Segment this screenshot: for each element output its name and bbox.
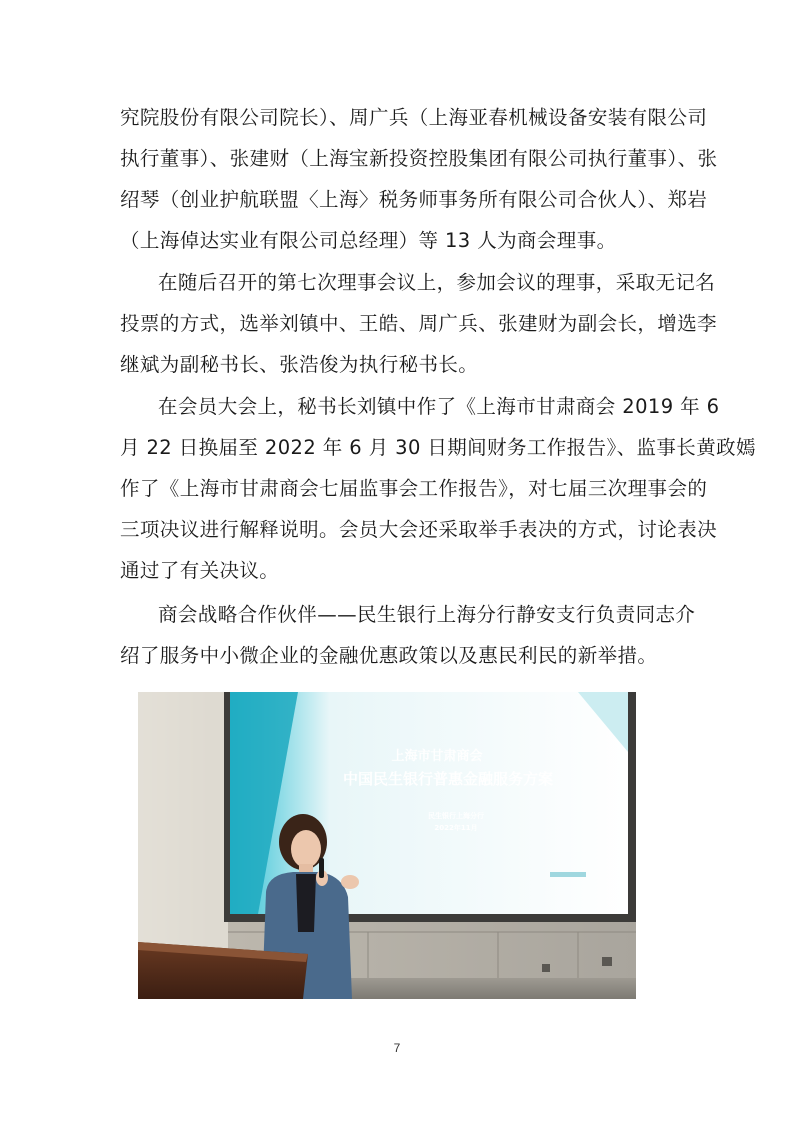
paragraph-4 bbox=[120, 594, 696, 676]
text-line: 通过了有关决议。 bbox=[120, 559, 280, 582]
text-line: 月 22 日换届至 2022 年 6 月 30 日期间财务工作报告》、监事长黄政嫣 bbox=[120, 436, 756, 459]
text-line: 商会战略合作伙伴——民生银行上海分行静安支行负责同志介 bbox=[158, 603, 696, 626]
text-line: 在随后召开的第七次理事会议上，参加会议的理事，采取无记名 bbox=[158, 271, 716, 294]
text-line: 执行董事）、张建财（上海宝新投资控股集团有限公司执行董事）、张 bbox=[120, 147, 718, 170]
text-line: 究院股份有限公司院长）、周广兵（上海亚春机械设备安装有限公司 bbox=[120, 106, 708, 129]
text-line: 作了《上海市甘肃商会七届监事会工作报告》，对七届三次理事会的 bbox=[120, 477, 708, 500]
paragraph-3 bbox=[120, 386, 756, 591]
page-number: 7 bbox=[393, 1041, 401, 1055]
paragraph-2 bbox=[120, 262, 718, 385]
text-line: 三项决议进行解释说明。会员大会还采取举手表决的方式，讨论表决 bbox=[120, 518, 718, 541]
text-line: （上海倬达实业有限公司总经理）等 13 人为商会理事。 bbox=[120, 229, 617, 252]
text-line: 在会员大会上，秘书长刘镇中作了《上海市甘肃商会 2019 年 6 bbox=[158, 395, 720, 418]
text-line: 继斌为副秘书长、张浩俊为执行秘书长。 bbox=[120, 353, 479, 376]
slide-title-1: 上海市甘肃商会 bbox=[391, 749, 483, 764]
paragraph-1 bbox=[120, 97, 718, 261]
text-line: 投票的方式，选举刘镇中、王皓、周广兵、张建财为副会长，增选李 bbox=[120, 312, 718, 335]
text-line: 绍琴（创业护航联盟〈上海〉税务师事务所有限公司合伙人）、郑岩 bbox=[120, 188, 708, 211]
slide-subtitle-1: 民生银行上海分行 bbox=[428, 812, 484, 820]
slide-subtitle-2: 2022年11月 bbox=[434, 824, 478, 832]
event-photo bbox=[138, 692, 636, 999]
slide-title-2: 中国民生银行普惠金融服务方案 bbox=[342, 770, 554, 788]
text-line: 绍了服务中小微企业的金融优惠政策以及惠民利民的新举措。 bbox=[120, 644, 658, 667]
